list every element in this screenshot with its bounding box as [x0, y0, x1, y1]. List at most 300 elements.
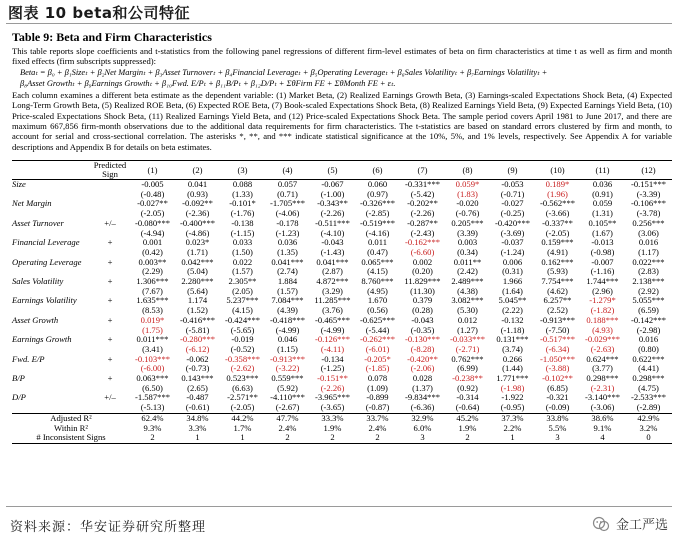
coefficient-cell: -0.487 — [186, 392, 209, 403]
coefficient-cell: 0.016 — [638, 334, 659, 345]
coefficient-cell: 0.131*** — [496, 334, 529, 345]
t-stat-cell: (0.20) — [412, 266, 433, 277]
t-stat-cell: (-0.48) — [140, 188, 165, 199]
row-variable-name: Fwd. E/P — [12, 353, 45, 364]
coefficient-cell: -2.571** — [227, 392, 258, 403]
t-stat-cell: (0.56) — [367, 305, 388, 316]
coefficient-cell: -0.106*** — [630, 198, 667, 209]
row-predicted-sign: + — [107, 314, 113, 325]
row-predicted-sign: + — [107, 353, 113, 364]
t-stat-cell: (-3.78) — [636, 208, 661, 219]
header-column: (4) — [265, 161, 310, 180]
row-variable-name: B/P — [12, 373, 25, 384]
t-stat-cell: (-2.26) — [410, 208, 435, 219]
t-stat-cell: (-2.26) — [320, 382, 345, 393]
t-stat-cell: (-2.63) — [590, 343, 615, 354]
t-stat-cell: (-3.22) — [275, 363, 300, 374]
coefficient-cell: 0.059* — [455, 179, 480, 189]
coefficient-cell: 0.298*** — [632, 373, 665, 384]
coefficient-cell: 1.670 — [367, 295, 388, 306]
coefficient-cell: -0.326*** — [359, 198, 396, 209]
summary-value: 62.4% — [130, 413, 175, 423]
t-stat-cell: (3.29) — [322, 285, 343, 296]
coefficient-cell: 0.033 — [232, 237, 253, 248]
header-divider — [6, 23, 672, 24]
t-stat-cell: (-1.98) — [500, 382, 525, 393]
t-stat-cell: (0.80) — [638, 343, 659, 354]
coefficient-cell: 1.744*** — [586, 276, 619, 287]
t-stat-cell: (-5.13) — [140, 402, 165, 413]
t-stat-cell: (-4.11) — [320, 343, 345, 354]
t-stat-cell: (-6.12) — [185, 343, 210, 354]
summary-value: 2 — [310, 433, 355, 443]
summary-value: 44.2% — [220, 413, 265, 423]
summary-value: 9.1% — [593, 422, 612, 433]
summary-value: 9.3% — [143, 422, 162, 433]
t-stat-cell: (-0.71) — [500, 188, 525, 199]
coefficient-cell: 0.379 — [412, 295, 433, 306]
coefficient-cell: -0.027** — [137, 198, 168, 209]
coefficient-cell: 0.028 — [412, 373, 433, 384]
coefficient-cell: -0.343** — [317, 198, 348, 209]
coefficient-cell: -0.007 — [591, 256, 614, 267]
t-stat-cell: (-4.10) — [320, 227, 345, 238]
coefficient-cell: 2.305** — [228, 276, 257, 287]
coefficient-cell: -0.517*** — [539, 334, 576, 345]
t-stat-cell: (2.96) — [592, 285, 613, 296]
footer — [0, 506, 678, 544]
summary-value: 3 — [400, 433, 445, 443]
table-header-row — [12, 161, 672, 180]
coefficient-cell: -0.162*** — [404, 237, 441, 248]
summary-value: 38.6% — [580, 413, 625, 423]
t-stat-cell: (-1.85) — [365, 363, 390, 374]
t-stat-cell: (-6.36) — [410, 402, 435, 413]
coefficient-cell: -0.562*** — [539, 198, 576, 209]
summary-value: 1.7% — [233, 422, 252, 433]
t-stat-cell: (1.44) — [502, 363, 523, 374]
summary-value: 3.3% — [188, 422, 207, 433]
t-stat-cell: (2.05) — [232, 285, 253, 296]
coefficient-cell: -0.043 — [321, 237, 344, 248]
t-stat-cell: (0.31) — [502, 266, 523, 277]
coefficient-cell: 7.084*** — [271, 295, 304, 306]
summary-row — [12, 424, 672, 434]
header-column: (3) — [220, 161, 265, 180]
t-stat-cell: (2.29) — [142, 266, 163, 277]
t-stat-cell: (1.57) — [232, 266, 253, 277]
t-stat-cell: (-0.25) — [500, 208, 525, 219]
t-stat-cell: (3.39) — [457, 227, 478, 238]
t-stat-cell: (4.93) — [592, 324, 613, 335]
header-predicted-sign: Predicted Sign — [90, 161, 130, 180]
t-stat-cell: (2.65) — [187, 382, 208, 393]
coefficient-cell: -0.314 — [456, 392, 479, 403]
t-stat-cell: (2.52) — [547, 305, 568, 316]
row-variable-name: Net Margin — [12, 198, 52, 209]
t-stat-cell: (1.37) — [412, 382, 433, 393]
t-stat-cell: (5.93) — [547, 266, 568, 277]
coefficient-cell: 0.036 — [277, 237, 298, 248]
coefficient-cell: 0.016 — [638, 237, 659, 248]
t-stat-cell: (4.38) — [457, 285, 478, 296]
t-stat-cell: (-2.05) — [545, 227, 570, 238]
t-stat-cell: (6.59) — [638, 305, 659, 316]
coefficient-cell: -0.287** — [407, 217, 438, 228]
coefficient-cell: -0.037 — [501, 237, 524, 248]
coefficient-cell: 0.002 — [412, 256, 433, 267]
coefficient-cell: 0.188*** — [586, 314, 619, 325]
coefficient-cell: 0.036 — [592, 179, 613, 189]
brand-name: 金工严选 — [615, 518, 668, 533]
header-column: (1) — [130, 161, 175, 180]
coefficient-cell: 1.771*** — [496, 373, 529, 384]
summary-value: 37.3% — [490, 413, 535, 423]
coefficient-cell: -0.132 — [501, 314, 524, 325]
summary-value: 3 — [535, 433, 580, 443]
t-stat-cell: (6.63) — [232, 382, 253, 393]
row-blank — [90, 403, 130, 413]
coefficient-cell: 0.011 — [367, 237, 388, 248]
coefficient-cell: 0.143*** — [181, 373, 214, 384]
t-stat-cell: (-5.42) — [410, 188, 435, 199]
t-stat-cell: (-1.24) — [500, 246, 525, 257]
paper-text — [12, 30, 672, 152]
t-stat-cell: (-0.35) — [410, 324, 435, 335]
header-column: (8) — [445, 161, 490, 180]
table-row-tstat — [12, 403, 672, 413]
t-stat-cell: (-0.76) — [455, 208, 480, 219]
t-stat-cell: (3.77) — [592, 363, 613, 374]
t-stat-cell: (-6.01) — [365, 343, 390, 354]
t-stat-cell: (3.41) — [142, 343, 163, 354]
coefficient-cell: 1.884 — [277, 276, 298, 287]
t-stat-cell: (-3.88) — [545, 363, 570, 374]
t-stat-cell: (5.04) — [187, 266, 208, 277]
coefficient-cell: 4.872*** — [316, 276, 349, 287]
t-stat-cell: (3.76) — [322, 305, 343, 316]
header-column: (6) — [355, 161, 400, 180]
t-stat-cell: (-4.99) — [275, 324, 300, 335]
coefficient-cell: 0.622*** — [632, 353, 665, 364]
coefficient-cell: -9.834*** — [404, 392, 441, 403]
t-stat-cell: (0.34) — [457, 246, 478, 257]
t-stat-cell: (4.75) — [638, 382, 659, 393]
coefficient-cell: -0.465*** — [314, 314, 351, 325]
coefficient-cell: 0.022 — [232, 256, 253, 267]
t-stat-cell: (-0.64) — [455, 402, 480, 413]
coefficient-cell: 1.966 — [502, 276, 523, 287]
t-stat-cell: (-3.66) — [545, 208, 570, 219]
row-variable-name: Earnings Volatility — [12, 295, 77, 306]
coefficient-cell: -0.416*** — [179, 314, 216, 325]
t-stat-cell: (-3.69) — [500, 227, 525, 238]
t-stat-cell: (-2.31) — [590, 382, 615, 393]
row-variable-name: Financial Leverage — [12, 237, 80, 248]
coefficient-cell: -1.279* — [589, 295, 616, 306]
t-stat-cell: (4.15) — [367, 266, 388, 277]
t-stat-cell: (6.50) — [142, 382, 163, 393]
t-stat-cell: (0.42) — [142, 246, 163, 257]
coefficient-cell: 2.280*** — [181, 276, 214, 287]
figure-header — [0, 0, 678, 24]
coefficient-cell: -4.110*** — [270, 392, 305, 403]
t-stat-cell: (0.47) — [367, 246, 388, 257]
summary-label: Within R² — [54, 422, 88, 433]
t-stat-cell: (-5.81) — [185, 324, 210, 335]
t-stat-cell: (1.83) — [457, 188, 478, 199]
coefficient-cell: -2.533*** — [630, 392, 667, 403]
t-stat-cell: (3.06) — [638, 227, 659, 238]
t-stat-cell: (0.97) — [367, 188, 388, 199]
t-stat-cell: (1.35) — [277, 246, 298, 257]
coefficient-cell: -0.913*** — [539, 314, 576, 325]
coefficient-cell: -0.202** — [407, 198, 438, 209]
coefficient-cell: -0.913*** — [269, 353, 306, 364]
t-stat-cell: (1.15) — [277, 343, 298, 354]
coefficient-cell: 5.045** — [498, 295, 527, 306]
coefficient-cell: 0.078 — [367, 373, 388, 384]
figure-label: 图表 10 beta和公司特征 — [8, 4, 191, 22]
t-stat-cell: (-2.85) — [365, 208, 390, 219]
t-stat-cell: (2.74) — [277, 266, 298, 277]
coefficient-cell: -0.142*** — [630, 314, 667, 325]
coefficient-cell: -0.400*** — [179, 217, 216, 228]
coefficient-cell: -3.140*** — [584, 392, 621, 403]
coefficient-cell: -0.067 — [321, 179, 344, 189]
t-stat-cell: (-4.16) — [365, 227, 390, 238]
t-stat-cell: (-1.16) — [590, 266, 615, 277]
summary-value: 2 — [130, 433, 175, 443]
summary-value: 6.0% — [413, 422, 432, 433]
row-variable-name: Sales Volatility — [12, 276, 64, 287]
t-stat-cell: (-2.26) — [320, 208, 345, 219]
summary-value: 3.2% — [639, 422, 658, 433]
row-predicted-sign: + — [107, 373, 113, 384]
coefficient-cell: -0.625*** — [359, 314, 396, 325]
coefficient-cell: 2.489*** — [451, 276, 484, 287]
coefficient-cell: -0.027 — [501, 198, 524, 209]
beta-characteristics-table — [12, 160, 672, 444]
coefficient-cell: 0.762*** — [451, 353, 484, 364]
coefficient-cell: 0.205*** — [451, 217, 484, 228]
row-predicted-sign: +/– — [104, 217, 116, 228]
summary-value: 1.9% — [458, 422, 477, 433]
t-stat-cell: (-3.65) — [320, 402, 345, 413]
coefficient-cell: -0.151** — [317, 373, 348, 384]
coefficient-cell: -0.092** — [182, 198, 213, 209]
coefficient-cell: 0.624*** — [586, 353, 619, 364]
table-title: Table 9: Beta and Firm Characteristics — [12, 30, 212, 44]
coefficient-cell: -0.418*** — [269, 314, 306, 325]
coefficient-cell: 0.057 — [277, 179, 298, 189]
coefficient-cell: 0.022*** — [632, 256, 665, 267]
coefficient-cell: -0.013 — [591, 237, 614, 248]
coefficient-cell: -0.321 — [546, 392, 569, 403]
t-stat-cell: (0.28) — [412, 305, 433, 316]
coefficient-cell: -0.178 — [276, 217, 299, 228]
row-predicted-sign: + — [107, 276, 113, 287]
coefficient-cell: 0.266 — [502, 353, 523, 364]
coefficient-cell: 0.042*** — [181, 256, 214, 267]
coefficient-cell: 1.174 — [187, 295, 208, 306]
coefficient-cell: 0.003 — [457, 237, 478, 248]
summary-value: 33.8% — [535, 413, 580, 423]
coefficient-cell: 1.635*** — [136, 295, 169, 306]
t-stat-cell: (-0.09) — [545, 402, 570, 413]
t-stat-cell: (3.74) — [502, 343, 523, 354]
summary-row — [12, 413, 672, 423]
t-stat-cell: (1.31) — [592, 208, 613, 219]
coefficient-cell: 1.306*** — [136, 276, 169, 287]
t-stat-cell: (-5.65) — [230, 324, 255, 335]
row-variable-name: Asset Growth — [12, 314, 59, 325]
row-blank — [12, 403, 90, 413]
coefficient-cell: -0.899 — [366, 392, 389, 403]
coefficient-cell: 0.011*** — [136, 334, 169, 345]
coefficient-cell: -0.062 — [186, 353, 209, 364]
summary-value: 42.9% — [625, 413, 672, 423]
t-stat-cell: (0.71) — [277, 188, 298, 199]
coefficient-cell: -0.080*** — [134, 217, 171, 228]
t-stat-cell: (-2.67) — [275, 402, 300, 413]
coefficient-cell: 0.559*** — [271, 373, 304, 384]
coefficient-cell: 0.012 — [457, 314, 478, 325]
table-note: Each column examines a different beta estimate as the dependent variable: (1) Market Beta, (2) Realized Earnings Growth Beta, (3) Earnings-scaled Expectations Shock Beta, (4) Expected Long-Term Growth Beta, (5) Realized ROE Beta, (6) Expected ROE Beta, (7) Book-scaled Expectations Shock Beta, (8) Realized Earnings Yield Beta, (9) Expected Earnings Yield Beta, (10) Price-scaled Expectations Shock Beta, (11) Realized Earnings Yield Beta, and (12) Price-scaled Expectations Shock Beta. The sample period covers April 1981 to June 2017, and there are maximum 667,856 firm-month observations due to the additional data requirements for firm characteristics. The t-statistics are based on standard errors clustered by firm and month, to account for serial and cross-sectional correlation. The asterisks *, **, and *** indicate statistical significance at the 10%, 5%, and 1% levels, respectively. See Appendix A for variable descriptions and Appendix B for details on beta estimates. — [12, 90, 672, 152]
t-stat-cell: (-1.25) — [320, 363, 345, 374]
row-blank — [90, 190, 130, 200]
summary-value: 2 — [355, 433, 400, 443]
summary-value: 47.7% — [265, 413, 310, 423]
t-stat-cell: (2.92) — [638, 285, 659, 296]
t-stat-cell: (-2.06) — [410, 363, 435, 374]
row-variable-name: Operating Leverage — [12, 256, 82, 267]
t-stat-cell: (-6.34) — [545, 343, 570, 354]
coefficient-cell: 6.257** — [543, 295, 572, 306]
coefficient-cell: 0.189* — [545, 179, 570, 189]
wechat-icon — [592, 515, 610, 533]
t-stat-cell: (6.99) — [457, 363, 478, 374]
coefficient-cell: 5.055*** — [632, 295, 665, 306]
row-variable-name: Earnings Growth — [12, 334, 72, 345]
t-stat-cell: (-2.36) — [185, 208, 210, 219]
row-predicted-sign: + — [107, 256, 113, 267]
t-stat-cell: (1.75) — [142, 324, 163, 335]
t-stat-cell: (1.64) — [502, 285, 523, 296]
coefficient-cell: 0.019* — [140, 314, 165, 325]
coefficient-cell: 5.237*** — [226, 295, 259, 306]
t-stat-cell: (-1.15) — [230, 227, 255, 238]
t-stat-cell: (1.67) — [592, 227, 613, 238]
coefficient-cell: 8.760*** — [361, 276, 394, 287]
coefficient-cell: 0.041*** — [271, 256, 304, 267]
coefficient-cell: -0.337** — [542, 217, 573, 228]
coefficient-cell: 0.088 — [232, 179, 253, 189]
summary-value: 34.8% — [175, 413, 220, 423]
t-stat-cell: (5.92) — [277, 382, 298, 393]
t-stat-cell: (-4.86) — [185, 227, 210, 238]
coefficient-cell: -0.519*** — [359, 217, 396, 228]
t-stat-cell: (-1.23) — [275, 227, 300, 238]
t-stat-cell: (-2.89) — [636, 402, 661, 413]
t-stat-cell: (0.92) — [457, 382, 478, 393]
coefficient-cell: -0.138 — [231, 217, 254, 228]
t-stat-cell: (-2.43) — [410, 227, 435, 238]
regression-formula-line1: Betaₜ = β₀ + β₁Sizeₜ + β₂Net Marginₜ + β₃Asset Turnoverₜ + β₄Financial Leverageₜ + β₅Operating Leverageₜ + β₆Sales Volatilityₜ + β₇Earnings Volatilityₜ + — [20, 67, 548, 77]
coefficient-cell: -1.587*** — [134, 392, 171, 403]
summary-value: 33.7% — [355, 413, 400, 423]
t-stat-cell: (-6.60) — [410, 246, 435, 257]
t-stat-cell: (1.50) — [232, 246, 253, 257]
summary-value: 1 — [175, 433, 220, 443]
coefficient-cell: 0.063*** — [136, 373, 169, 384]
t-stat-cell: (-8.28) — [410, 343, 435, 354]
coefficient-cell: -0.029*** — [584, 334, 621, 345]
t-stat-cell: (-0.52) — [230, 343, 255, 354]
coefficient-cell: 0.162*** — [541, 256, 574, 267]
t-stat-cell: (1.71) — [187, 246, 208, 257]
coefficient-cell: 0.046 — [277, 334, 298, 345]
coefficient-cell: -1.050*** — [539, 353, 576, 364]
t-stat-cell: (1.57) — [277, 285, 298, 296]
row-predicted-sign — [90, 180, 130, 190]
coefficient-cell: 0.041 — [187, 179, 208, 189]
summary-row — [12, 433, 672, 443]
header-column: (5) — [310, 161, 355, 180]
header-column: (11) — [580, 161, 625, 180]
summary-value: 0 — [625, 433, 672, 443]
row-predicted-sign — [90, 199, 130, 209]
summary-value: 2 — [265, 433, 310, 443]
t-stat-cell: (-0.87) — [365, 402, 390, 413]
summary-label: # Inconsistent Signs — [12, 433, 130, 443]
summary-value: 2.4% — [368, 422, 387, 433]
summary-value: 32.9% — [400, 413, 445, 423]
row-variable-name: Size — [12, 179, 26, 189]
t-stat-cell: (4.62) — [547, 285, 568, 296]
t-stat-cell: (0.91) — [592, 188, 613, 199]
coefficient-cell: 0.003** — [138, 256, 167, 267]
coefficient-cell: 11.285*** — [314, 295, 351, 306]
brand-watermark — [592, 514, 668, 533]
row-predicted-sign: + — [107, 295, 113, 306]
coefficient-cell: 3.082*** — [451, 295, 484, 306]
coefficient-cell: 0.298*** — [586, 373, 619, 384]
summary-value: 45.2% — [445, 413, 490, 423]
coefficient-cell: -0.424*** — [224, 314, 261, 325]
coefficient-cell: 0.023* — [185, 237, 210, 248]
coefficient-cell: -0.280*** — [179, 334, 216, 345]
t-stat-cell: (4.95) — [367, 285, 388, 296]
coefficient-cell: 0.065*** — [361, 256, 394, 267]
coefficient-cell: -0.420*** — [494, 217, 531, 228]
coefficient-cell: 0.105** — [588, 217, 617, 228]
coefficient-cell: 0.159*** — [541, 237, 574, 248]
coefficient-cell: -1.922 — [501, 392, 524, 403]
coefficient-cell: 0.041*** — [316, 256, 349, 267]
header-column: (10) — [535, 161, 580, 180]
t-stat-cell: (-2.62) — [230, 363, 255, 374]
row-predicted-sign: + — [107, 237, 113, 248]
t-stat-cell: (1.27) — [457, 324, 478, 335]
t-stat-cell: (-1.00) — [320, 188, 345, 199]
t-stat-cell: (4.41) — [638, 363, 659, 374]
t-stat-cell: (-1.43) — [320, 246, 345, 257]
t-stat-cell: (4.15) — [232, 305, 253, 316]
header-column: (12) — [625, 161, 672, 180]
coefficient-cell: -0.205* — [364, 353, 391, 364]
t-stat-cell: (-6.00) — [140, 363, 165, 374]
